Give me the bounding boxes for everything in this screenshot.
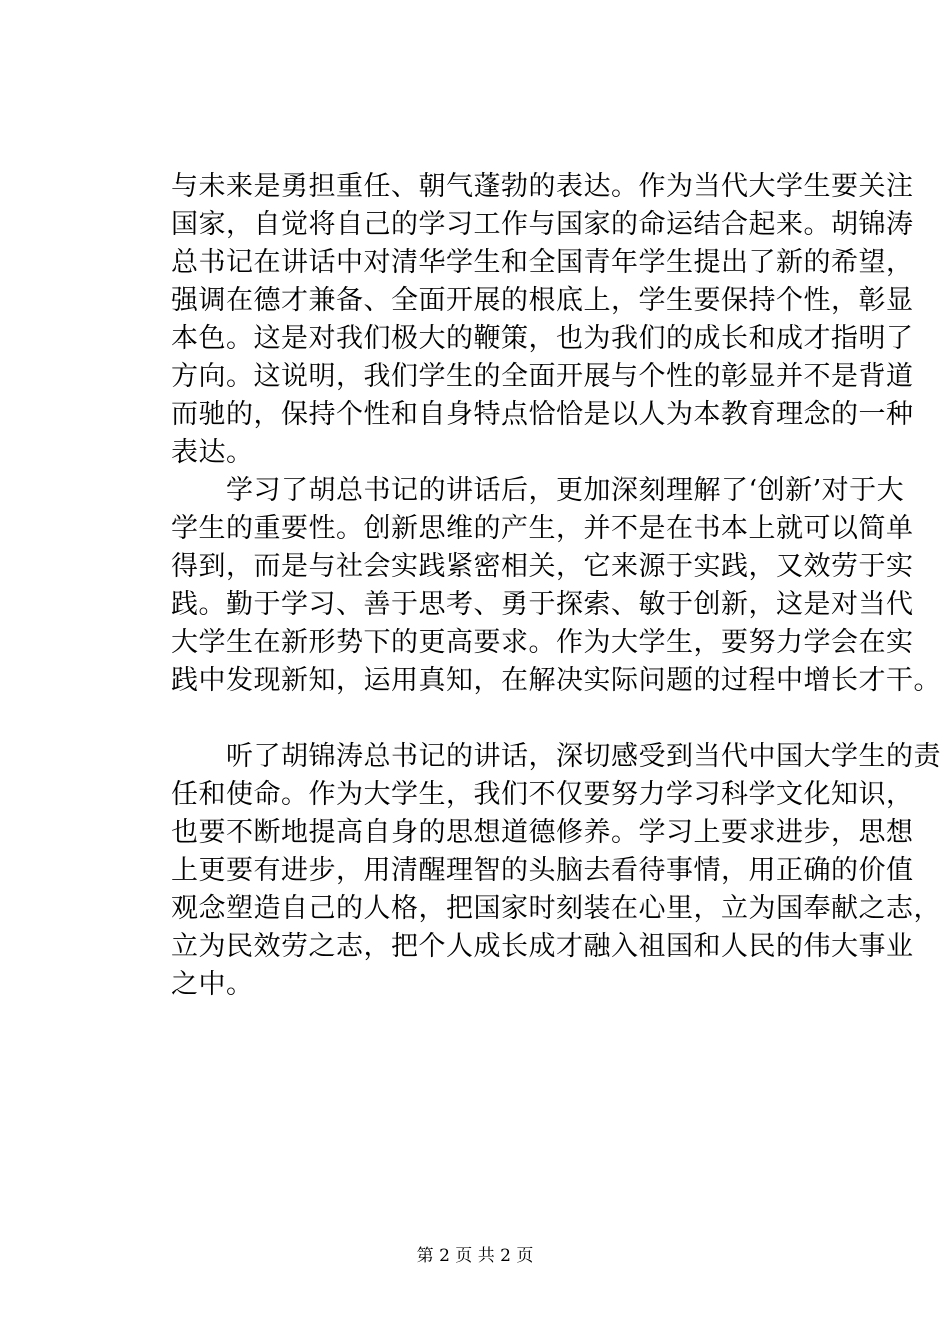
text-line: 任和使命。作为大学生，我们不仅要努力学习科学文化知识，: [171, 779, 914, 810]
text-line: 强调在德才兼备、全面开展的根底上，学生要保持个性，彰显: [171, 285, 914, 316]
text-line: 上更要有进步，用清醒理智的头脑去看待事情，用正确的价值: [171, 855, 914, 886]
text-line: 表达。: [171, 437, 254, 468]
paragraph-1: [171, 168, 914, 472]
text-line: 立为民效劳之志，把个人成长成才融入祖国和人民的伟大事业: [171, 931, 914, 962]
page-number-label: 第 2 页 共 2 页: [416, 1246, 534, 1266]
text-line: 之中。: [171, 969, 254, 1000]
page-footer: [0, 1244, 950, 1268]
paragraph-3: [171, 738, 941, 1004]
text-line: 方向。这说明，我们学生的全面开展与个性的彰显并不是背道: [171, 361, 914, 392]
text-line: 践中发现新知，运用真知，在解决实际问题的过程中增长才干。: [171, 665, 941, 696]
text-line: 总书记在讲话中对清华学生和全国青年学生提出了新的希望，: [171, 247, 914, 278]
text-line: 观念塑造自己的人格，把国家时刻装在心里，立为国奉献之志，: [171, 893, 941, 924]
text-line: 也要不断地提高自身的思想道德修养。学习上要求进步，思想: [171, 817, 914, 848]
text-line: 本色。这是对我们极大的鞭策，也为我们的成长和成才指明了: [171, 323, 914, 354]
text-line: 得到，而是与社会实践紧密相关，它来源于实践，又效劳于实: [171, 551, 914, 582]
text-line: 与未来是勇担重任、朝气蓬勃的表达。作为当代大学生要关注: [171, 171, 914, 202]
document-body: [171, 168, 941, 1004]
text-line: 而驰的，保持个性和自身特点恰恰是以人为本教育理念的一种: [171, 399, 914, 430]
text-line: 大学生在新形势下的更高要求。作为大学生，要努力学会在实: [171, 627, 914, 658]
text-line: 学生的重要性。创新思维的产生，并不是在书本上就可以简单: [171, 513, 914, 544]
paragraph-spacer: [171, 700, 851, 738]
text-line: 践。勤于学习、善于思考、勇于探索、敏于创新，这是对当代: [171, 589, 914, 620]
text-line: 国家，自觉将自己的学习工作与国家的命运结合起来。胡锦涛: [171, 209, 914, 240]
text-line: 听了胡锦涛总书记的讲话，深切感受到当代中国大学生的责: [171, 741, 941, 772]
paragraph-2: [171, 472, 941, 700]
text-line: 学习了胡总书记的讲话后，更加深刻理解了‘创新’对于大: [171, 475, 905, 506]
